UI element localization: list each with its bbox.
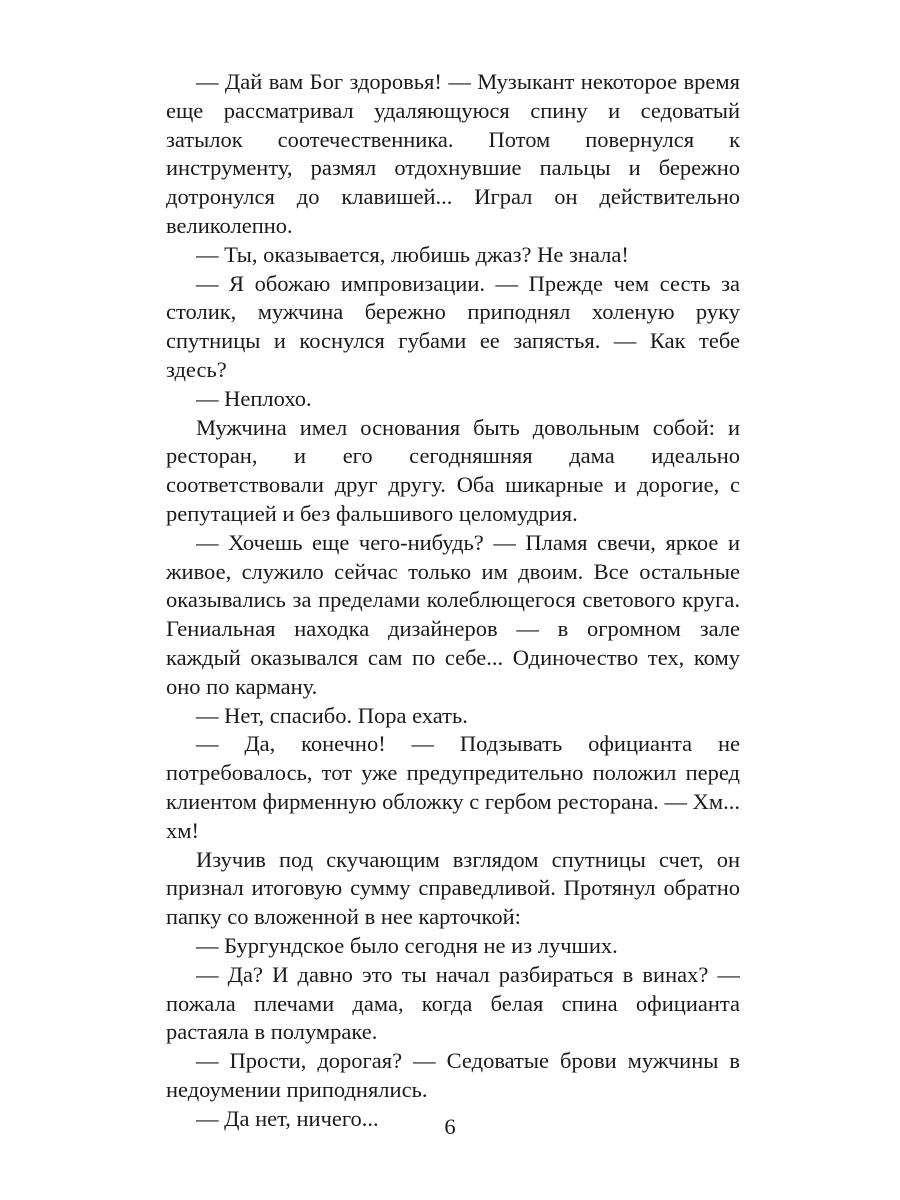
paragraph: — Неплохо. <box>196 385 312 411</box>
paragraph: — Ты, оказывается, любишь джаз? Не знала! <box>196 241 629 267</box>
body-text <box>166 68 740 1133</box>
paragraph: Изучив под скучающим взглядом спутницы счет, он признал итоговую сумму справедливой. Протянул обратно папку со вложенной в нее карточкой: <box>166 846 740 930</box>
page-number: 6 <box>444 1114 456 1139</box>
paragraph: — Да нет, ничего... <box>196 1105 379 1131</box>
paragraph: — Да, конечно! — Подзывать официанта не потребовалось, тот уже предупредительно положил перед клиентом фирменную обложку с гербом ресторана. — Хм... хм! <box>166 731 740 843</box>
paragraph: — Хочешь еще чего-нибудь? — Пламя свечи, яркое и живое, служило сейчас только им двоим. Все остальные оказывались за пределами колеблющегося светового круга. Гениальная находка дизайнеров — в огромном зале каждый оказывался сам по себе... Одиночество тех, кому оно по карману. <box>166 529 740 699</box>
paragraph: — Бургундское было сегодня не из лучших. <box>196 932 618 958</box>
paragraph: — Да? И давно это ты начал разбираться в винах? — пожала плечами дама, когда белая спина официанта растаяла в полумраке. <box>166 961 740 1045</box>
paragraph: — Прости, дорогая? — Седоватые брови мужчины в недоумении приподнялись. <box>166 1048 740 1102</box>
paragraph: Мужчина имел основания быть довольным собой: и ресторан, и его сегодняшняя дама идеально соответствовали друг другу. Оба шикарные и дорогие, с репутацией и без фальшивого целомудрия. <box>166 414 740 526</box>
paragraph: — Дай вам Бог здоровья! — Музыкант некоторое время еще рассматривал удаляющуюся спину и седоватый затылок соотечественника. Потом повернулся к инструменту, размял отдохнувшие пальцы и бережно дотронулся до клавишей... Играл он действительно великолепно. <box>166 69 740 238</box>
paragraph: — Я обожаю импровизации. — Прежде чем сесть за столик, мужчина бережно приподнял холеную руку спутницы и коснулся губами ее запястья. — Как тебе здесь? <box>166 270 740 382</box>
paragraph: — Нет, спасибо. Пора ехать. <box>196 702 468 728</box>
